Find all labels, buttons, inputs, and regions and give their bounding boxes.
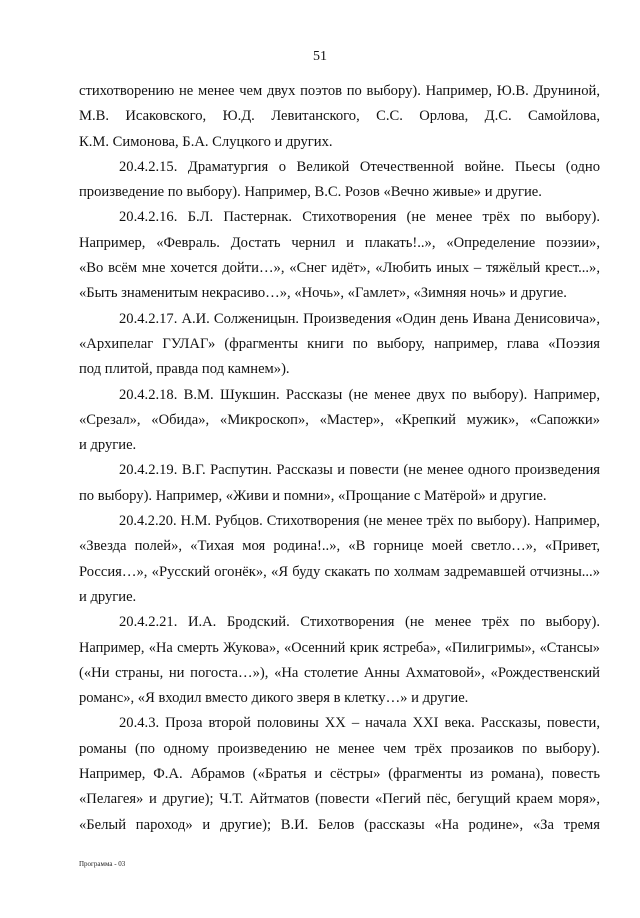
text-line: и другие.: [79, 588, 137, 605]
text-line: К.М. Симонова, Б.А. Слуцкого и других.: [79, 133, 333, 150]
text-line: 20.4.2.15. Драматургия о Великой Отечественной войне. Пьесы (одно: [119, 158, 600, 175]
text-line: «Быть знаменитым некрасиво…», «Ночь», «Гамлет», «Зимняя ночь» и другие.: [79, 285, 567, 302]
document-body: [79, 79, 600, 838]
text-line: 20.4.2.18. В.М. Шукшин. Рассказы (не менее двух по выбору). Например,: [119, 386, 600, 403]
text-line: романс», «Я входил вместо дикого зверя в клетку…» и другие.: [79, 690, 469, 707]
text-line: «Архипелаг ГУЛАГ» (фрагменты книги по выбору, например, глава «Поэзия: [79, 335, 600, 352]
text-line: «Во всём мне хочется дойти…», «Снег идёт», «Любить иных – тяжёлый крест...»,: [79, 260, 600, 277]
text-line: «Белый пароход» и другие); В.И. Белов (рассказы «На родине», «За тремя: [79, 816, 600, 833]
text-line: Например, Ф.А. Абрамов («Братья и сёстры» (фрагменты из романа), повесть: [79, 766, 600, 783]
text-line: романы (по одному произведению не менее чем трёх прозаиков по выбору).: [79, 740, 600, 757]
text-line: по выбору). Например, «Живи и помни», «Прощание с Матёрой» и другие.: [79, 487, 547, 504]
text-line: произведение по выбору). Например, В.С. Розов «Вечно живые» и другие.: [79, 184, 542, 201]
text-line: 20.4.2.17. А.И. Солженицын. Произведения «Один день Ивана Денисовича»,: [119, 310, 600, 327]
text-line: 20.4.3. Проза второй половины XX – начала XXI века. Рассказы, повести,: [119, 715, 600, 732]
text-line: 20.4.2.19. В.Г. Распутин. Рассказы и повести (не менее одного произведения: [119, 462, 600, 479]
text-line: 20.4.2.16. Б.Л. Пастернак. Стихотворения (не менее трёх по выбору).: [119, 209, 600, 226]
text-line: М.В. Исаковского, Ю.Д. Левитанского, С.С. Орлова, Д.С. Самойлова,: [79, 108, 600, 125]
text-line: Например, «Февраль. Достать чернил и плакать!..», «Определение поэзии»,: [79, 234, 600, 251]
text-line: 20.4.2.20. Н.М. Рубцов. Стихотворения (не менее трёх по выбору). Например,: [119, 513, 600, 530]
page-number: 51: [313, 49, 327, 64]
footer-label: Программа - 03: [79, 860, 126, 868]
text-line: стихотворению не менее чем двух поэтов по выбору). Например, Ю.В. Друниной,: [79, 83, 600, 99]
text-line: «Звезда полей», «Тихая моя родина!..», «В горнице моей светло…», «Привет,: [79, 538, 600, 555]
text-line: «Срезал», «Обида», «Микроскоп», «Мастер», «Крепкий мужик», «Сапожки»: [79, 411, 600, 428]
text-line: Россия…», «Русский огонёк», «Я буду скакать по холмам задремавшей отчизны...»: [79, 563, 600, 580]
text-line: под плитой, правда под камнем»).: [79, 361, 290, 378]
text-line: («Ни страны, ни погоста…»), «На столетие Анны Ахматовой», «Рождественский: [79, 664, 600, 681]
text-line: и другие.: [79, 437, 137, 454]
text-line: 20.4.2.21. И.А. Бродский. Стихотворения (не менее трёх по выбору).: [119, 614, 600, 631]
text-line: «Пелагея» и другие); Ч.Т. Айтматов (повести «Пегий пёс, бегущий краем моря»,: [79, 791, 600, 808]
text-line: Например, «На смерть Жукова», «Осенний крик ястреба», «Пилигримы», «Стансы»: [79, 639, 600, 656]
